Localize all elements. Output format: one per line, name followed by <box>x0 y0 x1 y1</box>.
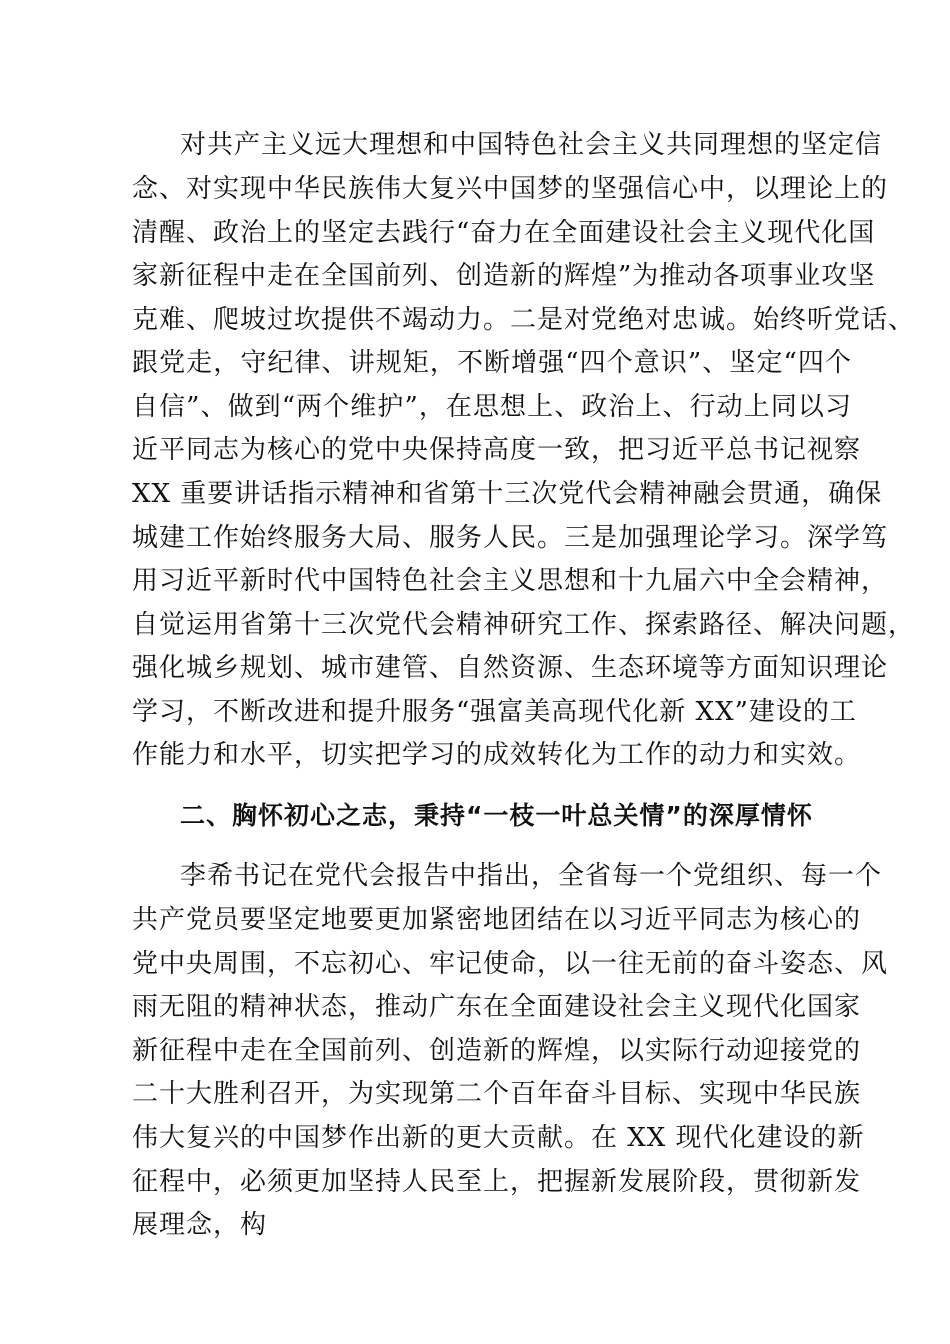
paragraph-1-line: 作能力和水平，切实把学习的成效转化为工作的动力和实效。 <box>132 740 862 770</box>
paragraph-2-line: 李希书记在党代会报告中指出，全省每一个党组织、每一个 <box>180 861 883 891</box>
paragraph-2-line: 展理念，构 <box>132 1210 268 1240</box>
paragraph-2-line: 新征程中走在全国前列、创造新的辉煌，以实际行动迎接党的 <box>132 1036 862 1066</box>
paragraph-1-line: 念、对实现中华民族伟大复兴中国梦的坚强信心中，以理论上的 <box>132 174 889 204</box>
paragraph-2-line: 党中央周围，不忘初心、牢记使命，以一往无前的奋斗姿态、风 <box>132 949 889 979</box>
paragraph-1-line: 对共产主义远大理想和中国特色社会主义共同理想的坚定信 <box>180 130 883 160</box>
paragraph-1-line: 克难、爬坡过坎提供不竭动力。二是对党绝对忠诚。始终听党话、 <box>132 305 916 335</box>
paragraph-2-line: 征程中，必须更加坚持人民至上，把握新发展阶段，贯彻新发 <box>132 1167 862 1197</box>
paragraph-1-line: 近平同志为核心的党中央保持高度一致，把习近平总书记视察 <box>132 435 862 465</box>
paragraph-2-line: 共产党员要坚定地要更加紧密地团结在以习近平同志为核心的 <box>132 905 862 935</box>
paragraph-1-line: 自信”、做到“两个维护”，在思想上、政治上、行动上同以习 <box>132 392 852 422</box>
paragraph-1-line: 学习，不断改进和提升服务“强富美高现代化新 XX”建设的工 <box>132 697 857 727</box>
paragraph-1-line: 跟党走，守纪律、讲规矩，不断增强“四个意识”、坚定“四个 <box>132 348 852 378</box>
paragraph-1-line: 城建工作始终服务大局、服务人民。三是加强理论学习。深学笃 <box>132 523 889 553</box>
paragraph-2-line: 雨无阻的精神状态，推动广东在全面建设社会主义现代化国家 <box>132 992 862 1022</box>
paragraph-1-line: 强化城乡规划、城市建管、自然资源、生态环境等方面知识理论 <box>132 653 889 683</box>
paragraph-1-line: 清醒、政治上的坚定去践行“奋力在全面建设社会主义现代化国 <box>132 218 876 248</box>
paragraph-2-line: 二十大胜利召开，为实现第二个百年奋斗目标、实现中华民族 <box>132 1079 862 1109</box>
paragraph-1-line: XX 重要讲话指示精神和省第十三次党代会精神融会贯通，确保 <box>132 479 883 509</box>
paragraph-1-line: 家新征程中走在全国前列、创造新的辉煌”为推动各项事业攻坚 <box>132 261 876 291</box>
paragraph-1-line: 自觉运用省第十三次党代会精神研究工作、探索路径、解决问题， <box>132 610 916 640</box>
section-heading: 二、胸怀初心之志，秉持“一枝一叶总关情”的深厚情怀 <box>180 801 813 830</box>
paragraph-2-line: 伟大复兴的中国梦作出新的更大贡献。在 XX 现代化建设的新 <box>132 1123 865 1153</box>
paragraph-1-line: 用习近平新时代中国特色社会主义思想和十九届六中全会精神， <box>132 566 889 596</box>
